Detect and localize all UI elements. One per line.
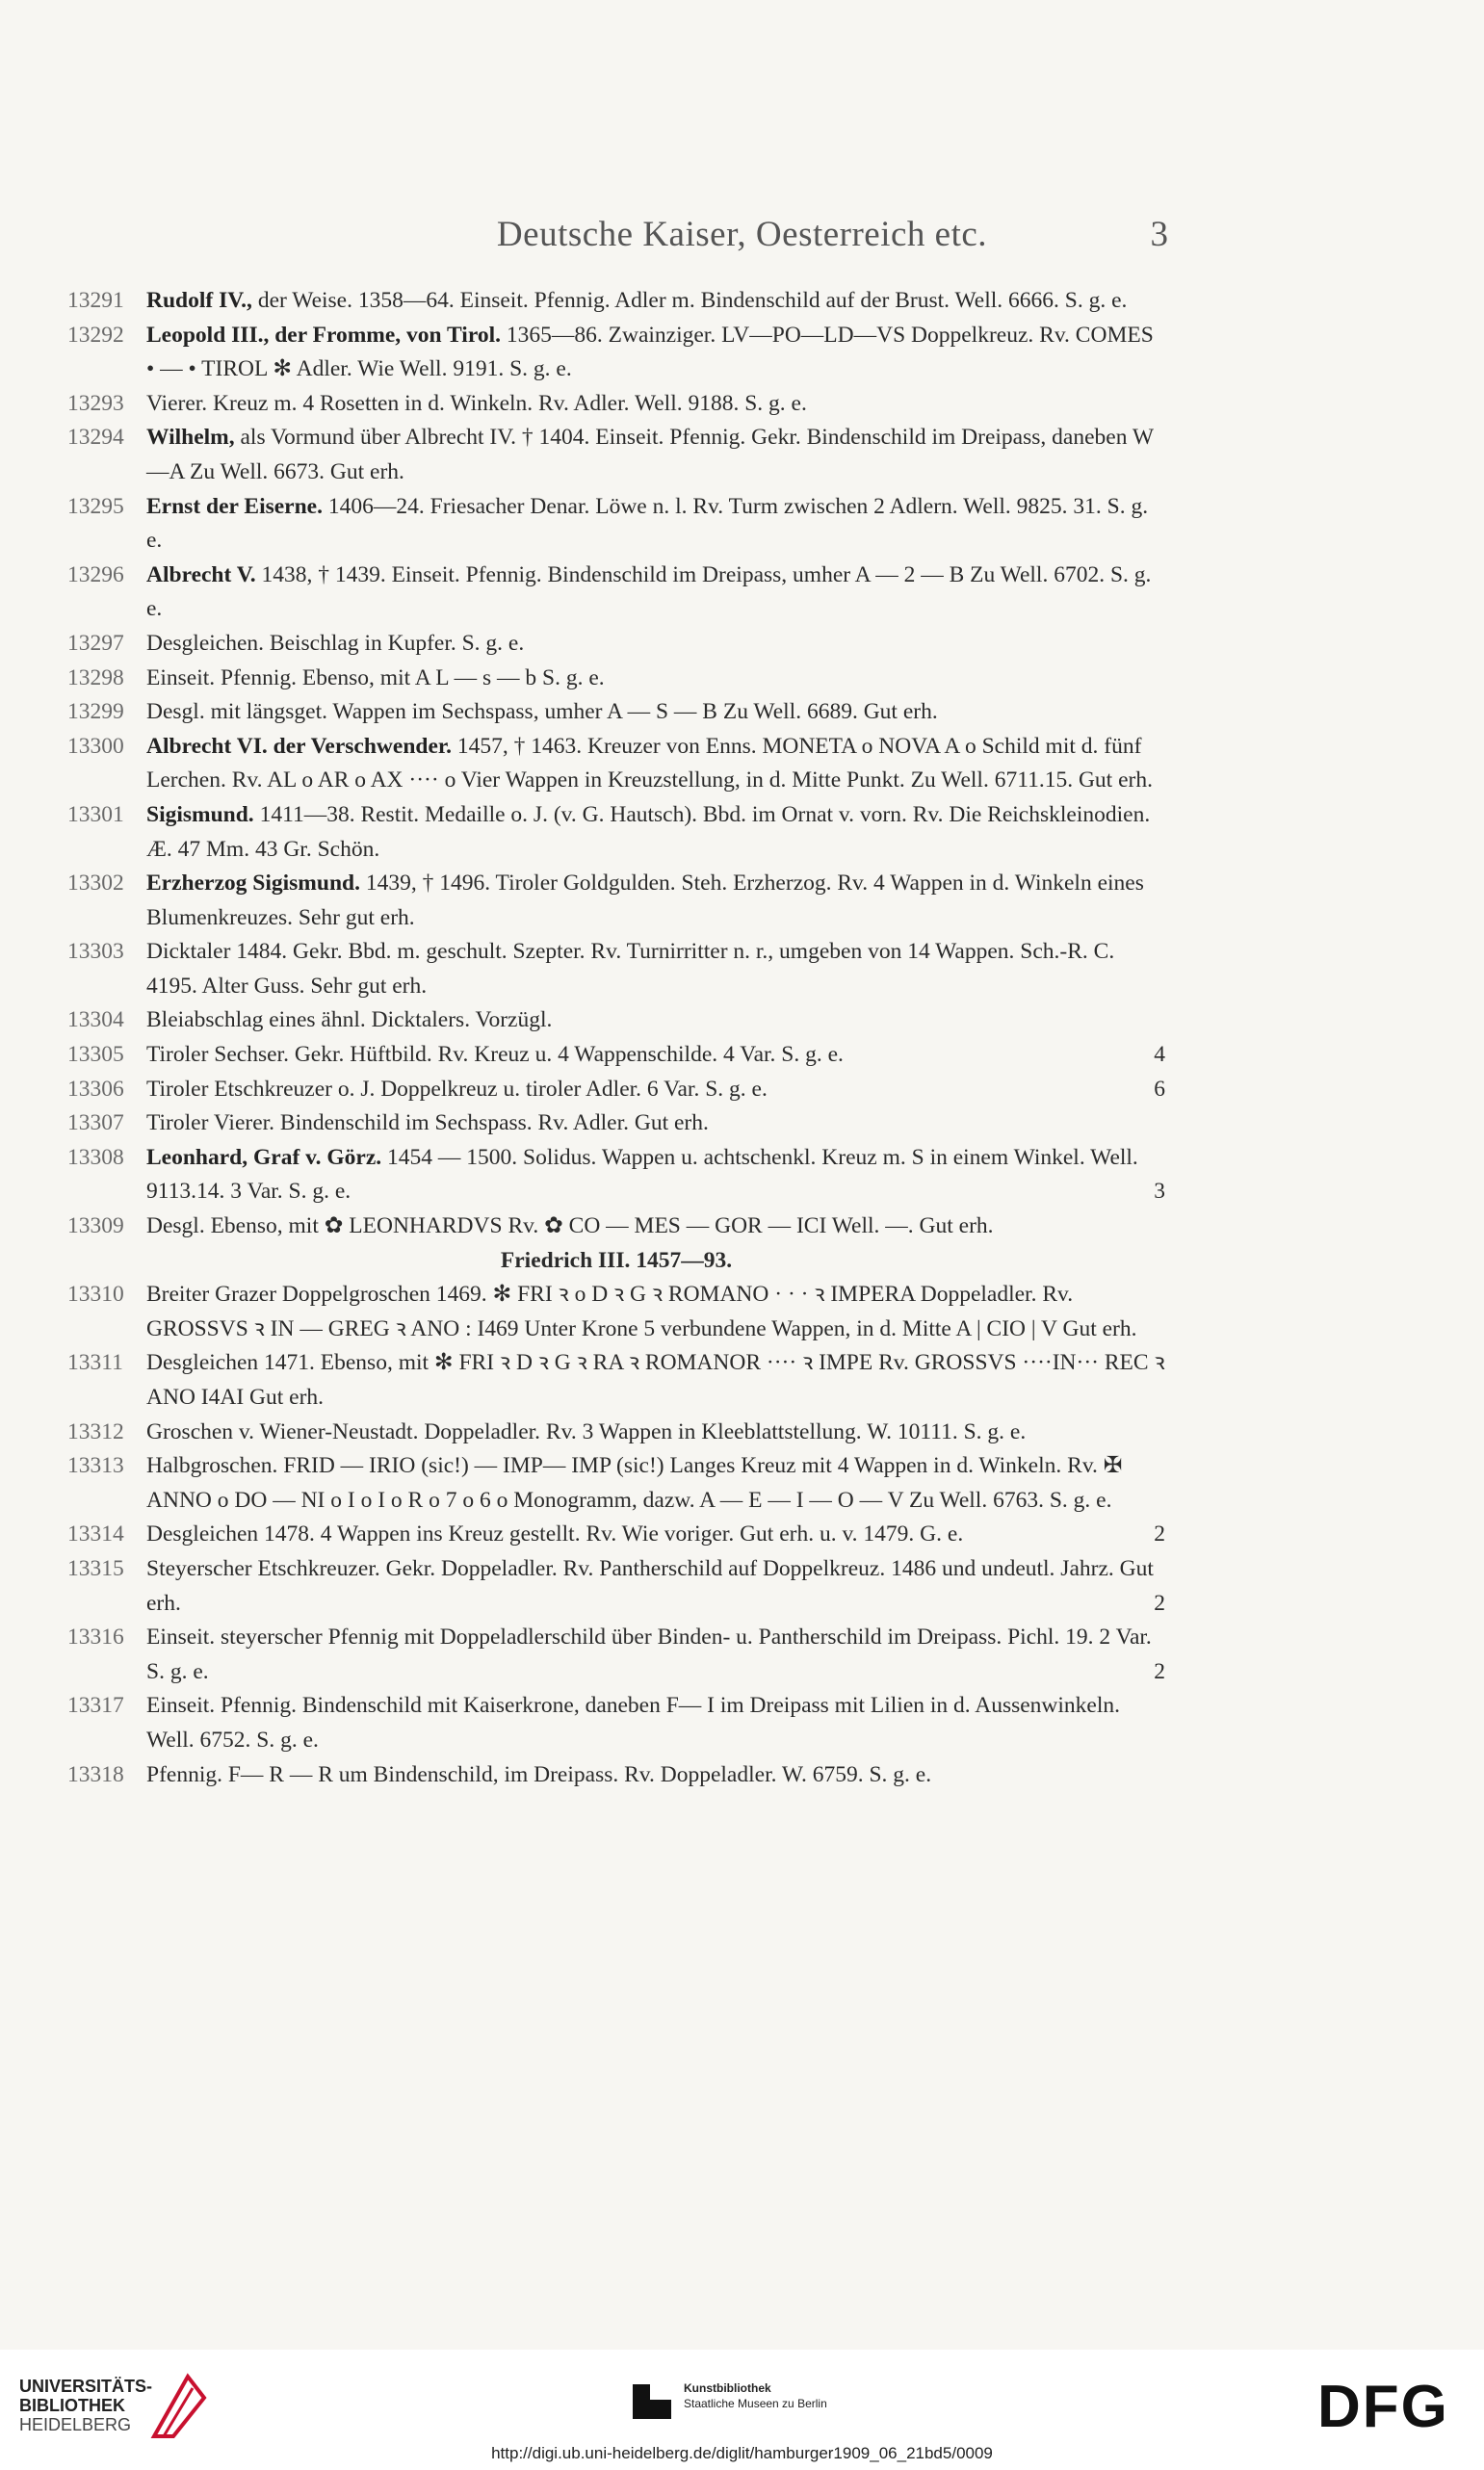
lot-text: 1411—38. Restit. Medaille o. J. (v. G. Hautsch). Bbd. im Ornat v. vorn. Rv. Die Reichskleinodien. Æ. 47 Mm. 43 Gr. Schön. — [146, 801, 1151, 862]
ruler-name: Rudolf IV., — [146, 288, 252, 313]
lot-number: 13302 — [67, 871, 124, 897]
catalog-entry — [67, 1518, 1165, 1552]
lot-description — [146, 319, 1165, 387]
lot-description — [146, 421, 1165, 489]
lot-description — [146, 1758, 1165, 1793]
catalog-entry — [67, 319, 1165, 387]
ruler-name: Albrecht VI. der Verschwender. — [146, 733, 453, 759]
lot-description — [146, 1449, 1165, 1518]
lot-text: Einseit. Pfennig. Bindenschild mit Kaiserkrone, daneben F— I im Dreipass mit Lilien in d. Aussenwinkeln. Well. 6752. S. g. e. — [146, 1693, 1121, 1753]
lot-description — [146, 1346, 1165, 1415]
lot-number: 13296 — [67, 561, 124, 587]
lot-description — [146, 1689, 1165, 1757]
lot-number: 13291 — [67, 288, 124, 313]
catalog-entry — [67, 1209, 1165, 1244]
lot-description — [146, 627, 1165, 662]
page-number: 3 — [1150, 215, 1168, 254]
lot-text: Breiter Grazer Doppelgroschen 1469. ✻ FRI ꝛ o D ꝛ G ꝛ ROMANO · · · ꝛ IMPERA Doppeladler. Rv. GROSSVS ꝛ IN — GREG ꝛ ANO : I469 Unter Krone 5 verbundene Wappen, in d. Mitte A | CIO | V Gut erh. — [146, 1282, 1137, 1341]
lot-text: Tiroler Etschkreuzer o. J. Doppelkreuz u. tiroler Adler. 6 Var. S. g. e. — [146, 1076, 768, 1102]
lot-text: 1365—86. Zwainziger. LV—PO—LD—VS Doppelkreuz. Rv. COMES • — • TIROL ✻ Adler. Wie Well. 9191. S. g. e. — [146, 322, 1154, 382]
catalog-entry — [67, 798, 1165, 867]
lot-description — [146, 490, 1165, 559]
lot-description — [146, 1552, 1165, 1621]
catalog-entry — [67, 935, 1165, 1003]
university-library-logo[interactable] — [19, 2369, 212, 2456]
catalog-entry — [67, 387, 1165, 422]
catalog-entry — [67, 421, 1165, 489]
lot-description — [146, 1416, 1165, 1450]
lot-text: Halbgroschen. FRID — IRIO (sic!) — IMP— IMP (sic!) Langes Kreuz mit 4 Wappen in d. Winkeln. Rv. ✠ ANNO o DO — NI o I o I o R o 7 o 6 o Monogramm, dazw. A — E — I — O — V Zu Well. 6763. S. g. e. — [146, 1453, 1123, 1513]
lot-description — [146, 1141, 1165, 1209]
catalog-entry — [67, 1038, 1165, 1073]
lot-description — [146, 559, 1165, 627]
lot-number: 13303 — [67, 939, 124, 965]
kb-line-2: Staatliche Museen zu Berlin — [684, 2397, 827, 2410]
lot-text: Tiroler Vierer. Bindenschild im Sechspass. Rv. Adler. Gut erh. — [146, 1110, 709, 1136]
catalog-entry — [67, 1449, 1165, 1518]
ruler-name: Sigismund. — [146, 801, 254, 827]
catalog-entry — [67, 1552, 1165, 1621]
lot-quantity: 2 — [1154, 1658, 1165, 1684]
lot-quantity: 3 — [1154, 1179, 1165, 1205]
lot-description — [146, 662, 1165, 696]
lot-text: Bleiabschlag eines ähnl. Dicktalers. Vorzügl. — [146, 1007, 553, 1033]
ruler-name: Ernst der Eiserne. — [146, 493, 323, 519]
lot-number: 13314 — [67, 1521, 124, 1547]
lot-number: 13306 — [67, 1076, 124, 1102]
lot-number: 13294 — [67, 425, 124, 451]
lot-description — [146, 1106, 1165, 1141]
catalog-entry — [67, 1278, 1165, 1346]
lot-text: Desgleichen 1478. 4 Wappen ins Kreuz gestellt. Rv. Wie voriger. Gut erh. u. v. 1479. G. e. — [146, 1521, 964, 1547]
kunstbibliothek-logo[interactable] — [631, 2377, 900, 2434]
lot-text: Desgleichen. Beischlag in Kupfer. S. g. e. — [146, 630, 525, 656]
lot-description — [146, 1003, 1165, 1038]
lot-number: 13310 — [67, 1282, 124, 1308]
lot-number: 13311 — [67, 1350, 123, 1376]
lot-number: 13299 — [67, 699, 124, 725]
lot-text: Vierer. Kreuz m. 4 Rosetten in d. Winkeln. Rv. Adler. Well. 9188. S. g. e. — [146, 390, 807, 416]
catalog-entry — [67, 284, 1165, 319]
ruler-name: Wilhelm, — [146, 425, 235, 451]
lot-text: Einseit. Pfennig. Ebenso, mit A L — s — b S. g. e. — [146, 664, 605, 690]
lot-number: 13312 — [67, 1418, 124, 1444]
lot-text: Desgl. mit längsget. Wappen im Sechspass, umher A — S — B Zu Well. 6689. Gut erh. — [146, 699, 938, 725]
lot-number: 13293 — [67, 390, 124, 416]
catalog-entry — [67, 730, 1165, 798]
lot-description — [146, 798, 1165, 867]
lot-text: der Weise. 1358—64. Einseit. Pfennig. Adler m. Bindenschild auf der Brust. Well. 6666. S. g. e. — [251, 288, 1128, 313]
lot-text: Groschen v. Wiener-Neustadt. Doppeladler. Rv. 3 Wappen in Kleeblattstellung. W. 10111. S. g. e. — [146, 1418, 1027, 1444]
lot-text: 1457, † 1463. Kreuzer von Enns. MONETA o NOVA A o Schild mit d. fünf Lerchen. Rv. AL o AR o AX ···· o Vier Wappen in Kreuzstellung, in d. Mitte Punkt. Zu Well. 6711.15. Gut erh. — [146, 733, 1153, 793]
lot-text: Einseit. steyerscher Pfennig mit Doppeladlerschild über Binden- u. Pantherschild im Dreipass. Pichl. 19. 2 Var. S. g. e. — [146, 1625, 1152, 1684]
lot-text: als Vormund über Albrecht IV. † 1404. Einseit. Pfennig. Gekr. Bindenschild im Dreipass, daneben W—A Zu Well. 6673. Gut erh. — [146, 425, 1155, 484]
lot-text: 1439, † 1496. Tiroler Goldgulden. Steh. Erzherzog. Rv. 4 Wappen in d. Winkeln eines Blumenkreuzes. Sehr gut erh. — [146, 871, 1144, 930]
catalog-entry — [67, 662, 1165, 696]
catalog-entry — [67, 1346, 1165, 1415]
catalog-entry — [67, 1106, 1165, 1141]
lot-text: Dicktaler 1484. Gekr. Bbd. m. geschult. Szepter. Rv. Turnirritter n. r., umgeben von 14 Wappen. Sch.-R. C. 4195. Alter Guss. Sehr gut erh. — [146, 939, 1115, 999]
lot-text: Tiroler Sechser. Gekr. Hüftbild. Rv. Kreuz u. 4 Wappenschilde. 4 Var. S. g. e. — [146, 1042, 844, 1068]
lot-quantity: 2 — [1154, 1521, 1165, 1547]
lot-number: 13297 — [67, 630, 124, 656]
catalog-entry — [67, 1073, 1165, 1107]
lot-number: 13307 — [67, 1110, 124, 1136]
section-heading: Friedrich III. 1457—93. — [500, 1247, 733, 1273]
lot-number: 13308 — [67, 1144, 124, 1170]
kb-line-1: Kunstbibliothek — [684, 2381, 771, 2395]
catalog-entry — [67, 490, 1165, 559]
lot-description — [146, 730, 1165, 798]
lot-description — [146, 1278, 1165, 1346]
university-library-name — [19, 2377, 152, 2434]
lot-text: Steyerscher Etschkreuzer. Gekr. Doppeladler. Rv. Pantherschild auf Doppelkreuz. 1486 und undeutl. Jahrz. Gut erh. — [146, 1555, 1154, 1616]
catalog-entry — [67, 1141, 1165, 1209]
catalog-entry — [67, 1758, 1165, 1793]
lot-text: Desgl. Ebenso, mit ✿ LEONHARDVS Rv. ✿ CO — MES — GOR — ICI Well. —. Gut erh. — [146, 1213, 994, 1239]
lot-text: Desgleichen 1471. Ebenso, mit ✻ FRI ꝛ D ꝛ G ꝛ RA ꝛ ROMANOR ···· ꝛ IMPE Rv. GROSSVS ····IN··· REC ꝛ ANO I4AI Gut erh. — [146, 1350, 1165, 1410]
ub-line-1: UNIVERSITÄTS- — [19, 2377, 153, 2396]
lot-description — [146, 1038, 1165, 1073]
ruler-name: Leopold III., der Fromme, von Tirol. — [146, 322, 501, 348]
catalog-entry — [67, 867, 1165, 935]
lot-description — [146, 695, 1165, 730]
kunstbibliothek-mark-icon — [631, 2382, 673, 2421]
lot-description — [146, 1621, 1165, 1689]
ub-line-3: HEIDELBERG — [19, 2415, 132, 2434]
catalog-entry — [67, 1689, 1165, 1757]
lot-number: 13309 — [67, 1213, 124, 1239]
lot-number: 13292 — [67, 322, 124, 348]
lot-description — [146, 1209, 1165, 1244]
catalog-entry — [67, 559, 1165, 627]
lot-text: 1406—24. Friesacher Denar. Löwe n. l. Rv. Turm zwischen 2 Adlern. Well. 9825. 31. S. g. e. — [146, 493, 1149, 554]
catalog-entry — [67, 627, 1165, 662]
running-title: Deutsche Kaiser, Oesterreich etc. — [496, 215, 988, 254]
lot-description — [146, 1073, 1165, 1107]
lot-quantity: 4 — [1154, 1042, 1165, 1068]
catalog-entry — [67, 1003, 1165, 1038]
lot-number: 13318 — [67, 1761, 124, 1787]
lot-number: 13316 — [67, 1625, 124, 1651]
catalog-entry — [67, 695, 1165, 730]
lot-number: 13298 — [67, 664, 124, 690]
lot-description — [146, 387, 1165, 422]
ub-line-2: BIBLIOTHEK — [19, 2396, 125, 2415]
lot-description — [146, 867, 1165, 935]
university-library-mark-icon — [144, 2369, 212, 2446]
page-header — [0, 214, 1484, 262]
source-url[interactable]: http://digi.ub.uni-heidelberg.de/diglit/hamburger1909_06_21bd5/0009 — [491, 2444, 993, 2462]
lot-quantity: 2 — [1154, 1590, 1165, 1616]
dfg-logo[interactable] — [1317, 2379, 1462, 2432]
ruler-name: Erzherzog Sigismund. — [146, 871, 360, 897]
lot-number: 13317 — [67, 1693, 124, 1719]
ruler-name: Albrecht V. — [146, 561, 256, 587]
catalog-entry — [67, 1416, 1165, 1450]
lot-description — [146, 935, 1165, 1003]
lot-number: 13300 — [67, 733, 124, 759]
catalog-entry — [67, 1621, 1165, 1689]
dfg-logo-text: DFG — [1317, 2379, 1449, 2432]
lot-text: 1438, † 1439. Einseit. Pfennig. Bindenschild im Dreipass, umher A — 2 — B Zu Well. 6702. S. g. e. — [146, 561, 1152, 622]
lot-number: 13301 — [67, 801, 124, 827]
lot-description — [146, 1518, 1165, 1552]
lot-number: 13304 — [67, 1007, 124, 1033]
lot-number: 13313 — [67, 1453, 124, 1479]
lot-number: 13295 — [67, 493, 124, 519]
lot-description — [146, 284, 1165, 319]
kunstbibliothek-name — [684, 2380, 827, 2411]
ruler-name: Leonhard, Graf v. Görz. — [146, 1144, 382, 1170]
lot-quantity: 6 — [1154, 1076, 1165, 1102]
lot-number: 13315 — [67, 1555, 124, 1581]
catalog-entries — [67, 284, 1165, 1792]
lot-text: 1454 — 1500. Solidus. Wappen u. achtschenkl. Kreuz m. S in einem Winkel. Well. 9113.14. 3 Var. S. g. e. — [146, 1144, 1138, 1205]
lot-text: Pfennig. F— R — R um Bindenschild, im Dreipass. Rv. Doppeladler. W. 6759. S. g. e. — [146, 1761, 932, 1787]
footer — [0, 2350, 1484, 2470]
lot-number: 13305 — [67, 1042, 124, 1068]
